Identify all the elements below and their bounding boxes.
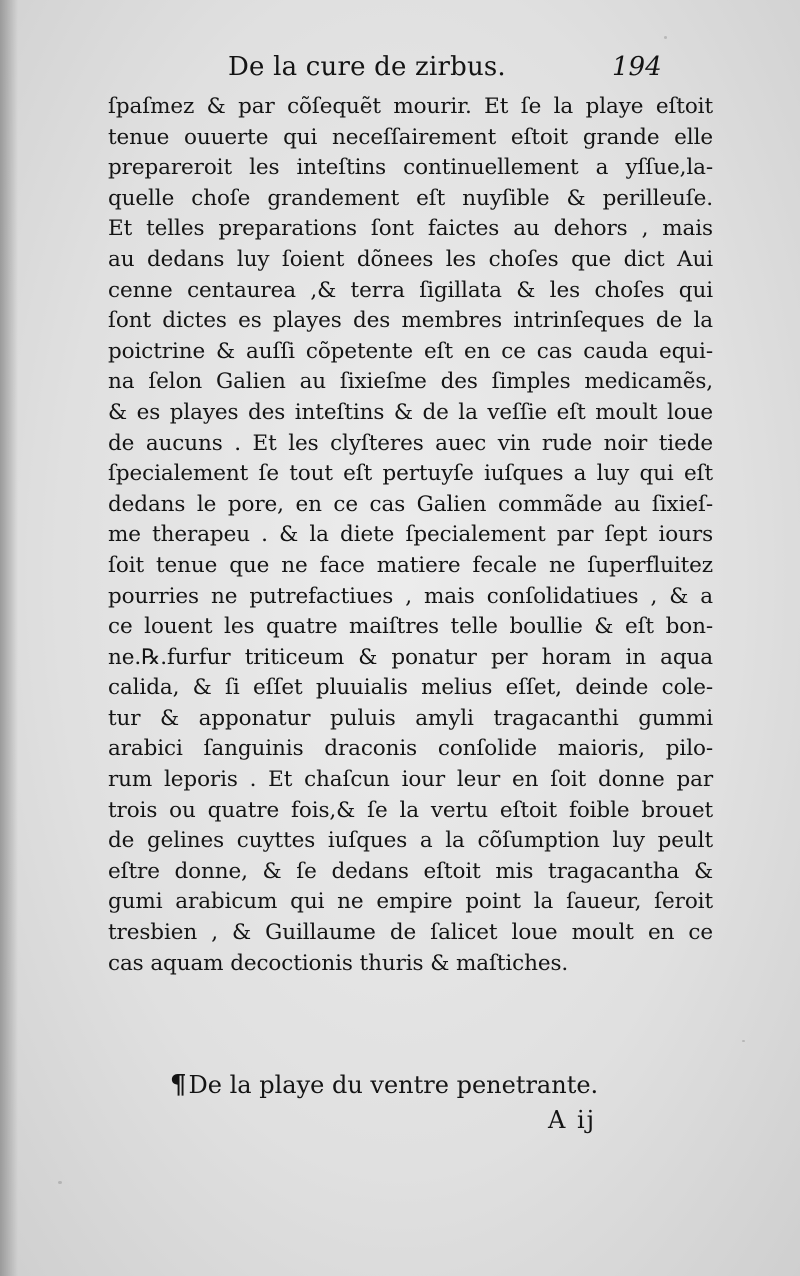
text-line: ſoit tenue que ne face matiere fecale ne ſuperfluitez: [108, 552, 713, 578]
text-line: au dedans luy ſoient dõnees les choſes que dict Aui: [108, 246, 713, 272]
text-line: arabici ſanguinis draconis conſolide maioris, pilo-: [108, 736, 713, 762]
page-number: 194: [612, 52, 662, 82]
text-line: poictrine & auſſi cõpetente eſt en ce cas cauda equi-: [108, 338, 713, 364]
text-line: trois ou quatre fois,& ſe la vertu eſtoit foible brouet: [108, 797, 713, 823]
text-line: ce louent les quatre maiſtres telle boullie & eſt bon-: [108, 614, 713, 640]
pilcrow-icon: ¶: [170, 1070, 187, 1100]
text-line: tenue ouuerte qui neceſſairement eſtoit grande elle: [108, 124, 713, 150]
ink-fleck: [742, 1040, 745, 1042]
ink-fleck: [58, 1181, 62, 1184]
text-line: ne.℞.furfur triticeum & ponatur per horam in aqua: [108, 644, 713, 670]
text-line: tresbien , & Guillaume de ſalicet loue moult en ce: [108, 920, 713, 946]
text-line: cenne centaurea ,& terra ſigillata & les choſes qui: [108, 277, 713, 303]
text-line: tur & apponatur puluis amyli tragacanthi gummi: [108, 705, 713, 731]
text-line: na ſelon Galien au ſixieſme des ſimples medicamẽs,: [108, 369, 713, 395]
body-text: [108, 92, 713, 979]
text-line: quelle choſe grandement eſt nuyſible & perilleuſe.: [108, 185, 713, 211]
signature-mark: A ij: [548, 1106, 597, 1134]
text-line: Et telles preparations ſont faictes au dehors , mais: [108, 216, 713, 242]
section-heading-text: De la playe du ventre penetrante.: [188, 1071, 599, 1099]
running-head: De la cure de zirbus.: [228, 52, 506, 82]
page-header: [0, 48, 800, 88]
text-line: rum leporis . Et chaſcun iour leur en ſoit donne par: [108, 767, 713, 793]
gutter-shadow: [0, 0, 18, 1276]
section-heading: [170, 1070, 598, 1100]
text-line: dedans le pore, en ce cas Galien commãde au ſixieſ-: [108, 491, 713, 517]
text-line: ſpecialement ſe tout eſt pertuyſe iuſques a luy qui eſt: [108, 461, 713, 487]
text-line: de gelines cuyttes iuſques a la cõſumption luy peult: [108, 828, 713, 854]
text-line: me therapeu . & la diete ſpecialement par ſept iours: [108, 522, 713, 548]
text-line: ſont dictes es playes des membres intrinſeques de la: [108, 308, 713, 334]
text-line: pourries ne putrefactiues , mais conſolidatiues , & a: [108, 583, 713, 609]
text-line: prepareroit les inteſtins continuellement a yſſue,la-: [108, 155, 713, 181]
text-line: cas aquam decoctionis thuris & maſtiches.: [108, 950, 569, 976]
text-line: de aucuns . Et les clyſteres auec vin rude noir tiede: [108, 430, 713, 456]
text-line: eſtre donne, & ſe dedans eſtoit mis tragacantha &: [108, 858, 713, 884]
ink-fleck: [664, 36, 667, 39]
text-line: & es playes des inteſtins & de la veſſie eſt moult loue: [108, 399, 713, 425]
text-line: calida, & ſi eſſet pluuialis melius eſſet, deinde cole-: [108, 675, 713, 701]
text-line: ſpaſmez & par cõſequẽt mourir. Et ſe la playe eſtoit: [108, 94, 713, 119]
text-line: gumi arabicum qui ne empire point la ſaueur, ſeroit: [108, 889, 713, 915]
